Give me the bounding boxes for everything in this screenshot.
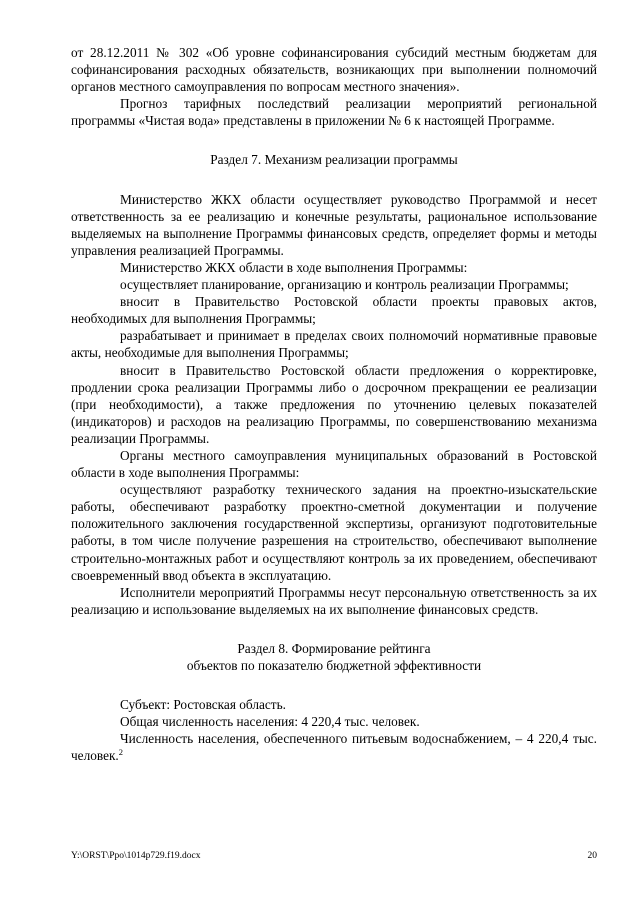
section-8-title-line-1: Раздел 8. Формирование рейтинга xyxy=(237,640,431,656)
section-7-paragraph: Исполнители мероприятий Программы несут персональную ответственность за их реализацию и использование выделяемых на их выполнение финансовых средств. xyxy=(71,584,597,617)
intro-paragraph-2: Прогноз тарифных последствий реализации мероприятий региональной программы «Чистая вода» представлены в приложении № 6 к настоящей Программе. xyxy=(71,96,597,129)
section-8-title-line-2: объектов по показателю бюджетной эффективности xyxy=(186,658,482,673)
section-7-paragraph: осуществляют разработку технического задания на проектно-изыскательские работы, обеспечивают разработку проектно-сметной документации и получение положительного заключения государственной экспертизы, организуют подготовительные работы, в том числе получение разрешения на строительство, обеспечивают выполнение строительно-монтажных работ и осуществляют контроль за их проведением, обеспечивают своевременный ввод объекта в эксплуатацию. xyxy=(71,482,597,583)
section-7-paragraph: вносит в Правительство Ростовской области предложения о корректировке, продлении срока реализации Программы либо о досрочном прекращении ее реализации (при необходимости), а также предложения по уточнению целевых показателей (индикаторов) и расходов на реализацию Программы, по совершенствованию механизма реализации Программы. xyxy=(71,362,597,446)
section-7-paragraph: разрабатывает и принимает в пределах своих полномочий нормативные правовые акты, необходимые для выполнения Программы; xyxy=(71,328,597,361)
subject-line: Субъект: Ростовская область. xyxy=(120,697,286,713)
intro-paragraph-1: от 28.12.2011 № 302 «Об уровне софинансирования субсидий местным бюджетам для софинансирования расходных обязательств, возникающих при выполнении полномочий органов местного самоуправления по вопросам местного значения». xyxy=(71,45,597,95)
section-7-paragraph: Министерство ЖКХ области осуществляет руководство Программой и несет ответственность за ее реализацию и конечные результаты, рациональное использование выделяемых на выполнение Программы финансовых средств, определяет формы и методы управления реализацией Программы. xyxy=(71,191,597,258)
section-7-paragraph: Министерство ЖКХ области в ходе выполнения Программы: xyxy=(120,259,468,275)
page-footer xyxy=(71,850,597,862)
section-7-title: Раздел 7. Механизм реализации программы xyxy=(210,152,458,168)
section-7-paragraph: Органы местного самоуправления муниципальных образований в Ростовской области в ходе выполнения Программы: xyxy=(71,447,597,481)
section-7-paragraph: вносит в Правительство Ростовской области проекты правовых актов, необходимых для выполнения Программы; xyxy=(71,294,597,327)
water-supply-population-line xyxy=(71,730,597,764)
total-population-line: Общая численность населения: 4 220,4 тыс. человек. xyxy=(120,714,420,730)
file-path: Y:\ORST\Ppo\1014p729.f19.docx xyxy=(71,851,201,861)
footnote-marker: 2 xyxy=(118,747,124,758)
section-7-body xyxy=(71,191,597,618)
page-number: 20 xyxy=(587,851,597,861)
section-7-paragraph: осуществляет планирование, организацию и контроль реализации Программы; xyxy=(120,277,569,293)
water-supply-population-text: Численность населения, обеспеченного питьевым водоснабжением, – 4 220,4 тыс. человек. xyxy=(71,731,597,764)
